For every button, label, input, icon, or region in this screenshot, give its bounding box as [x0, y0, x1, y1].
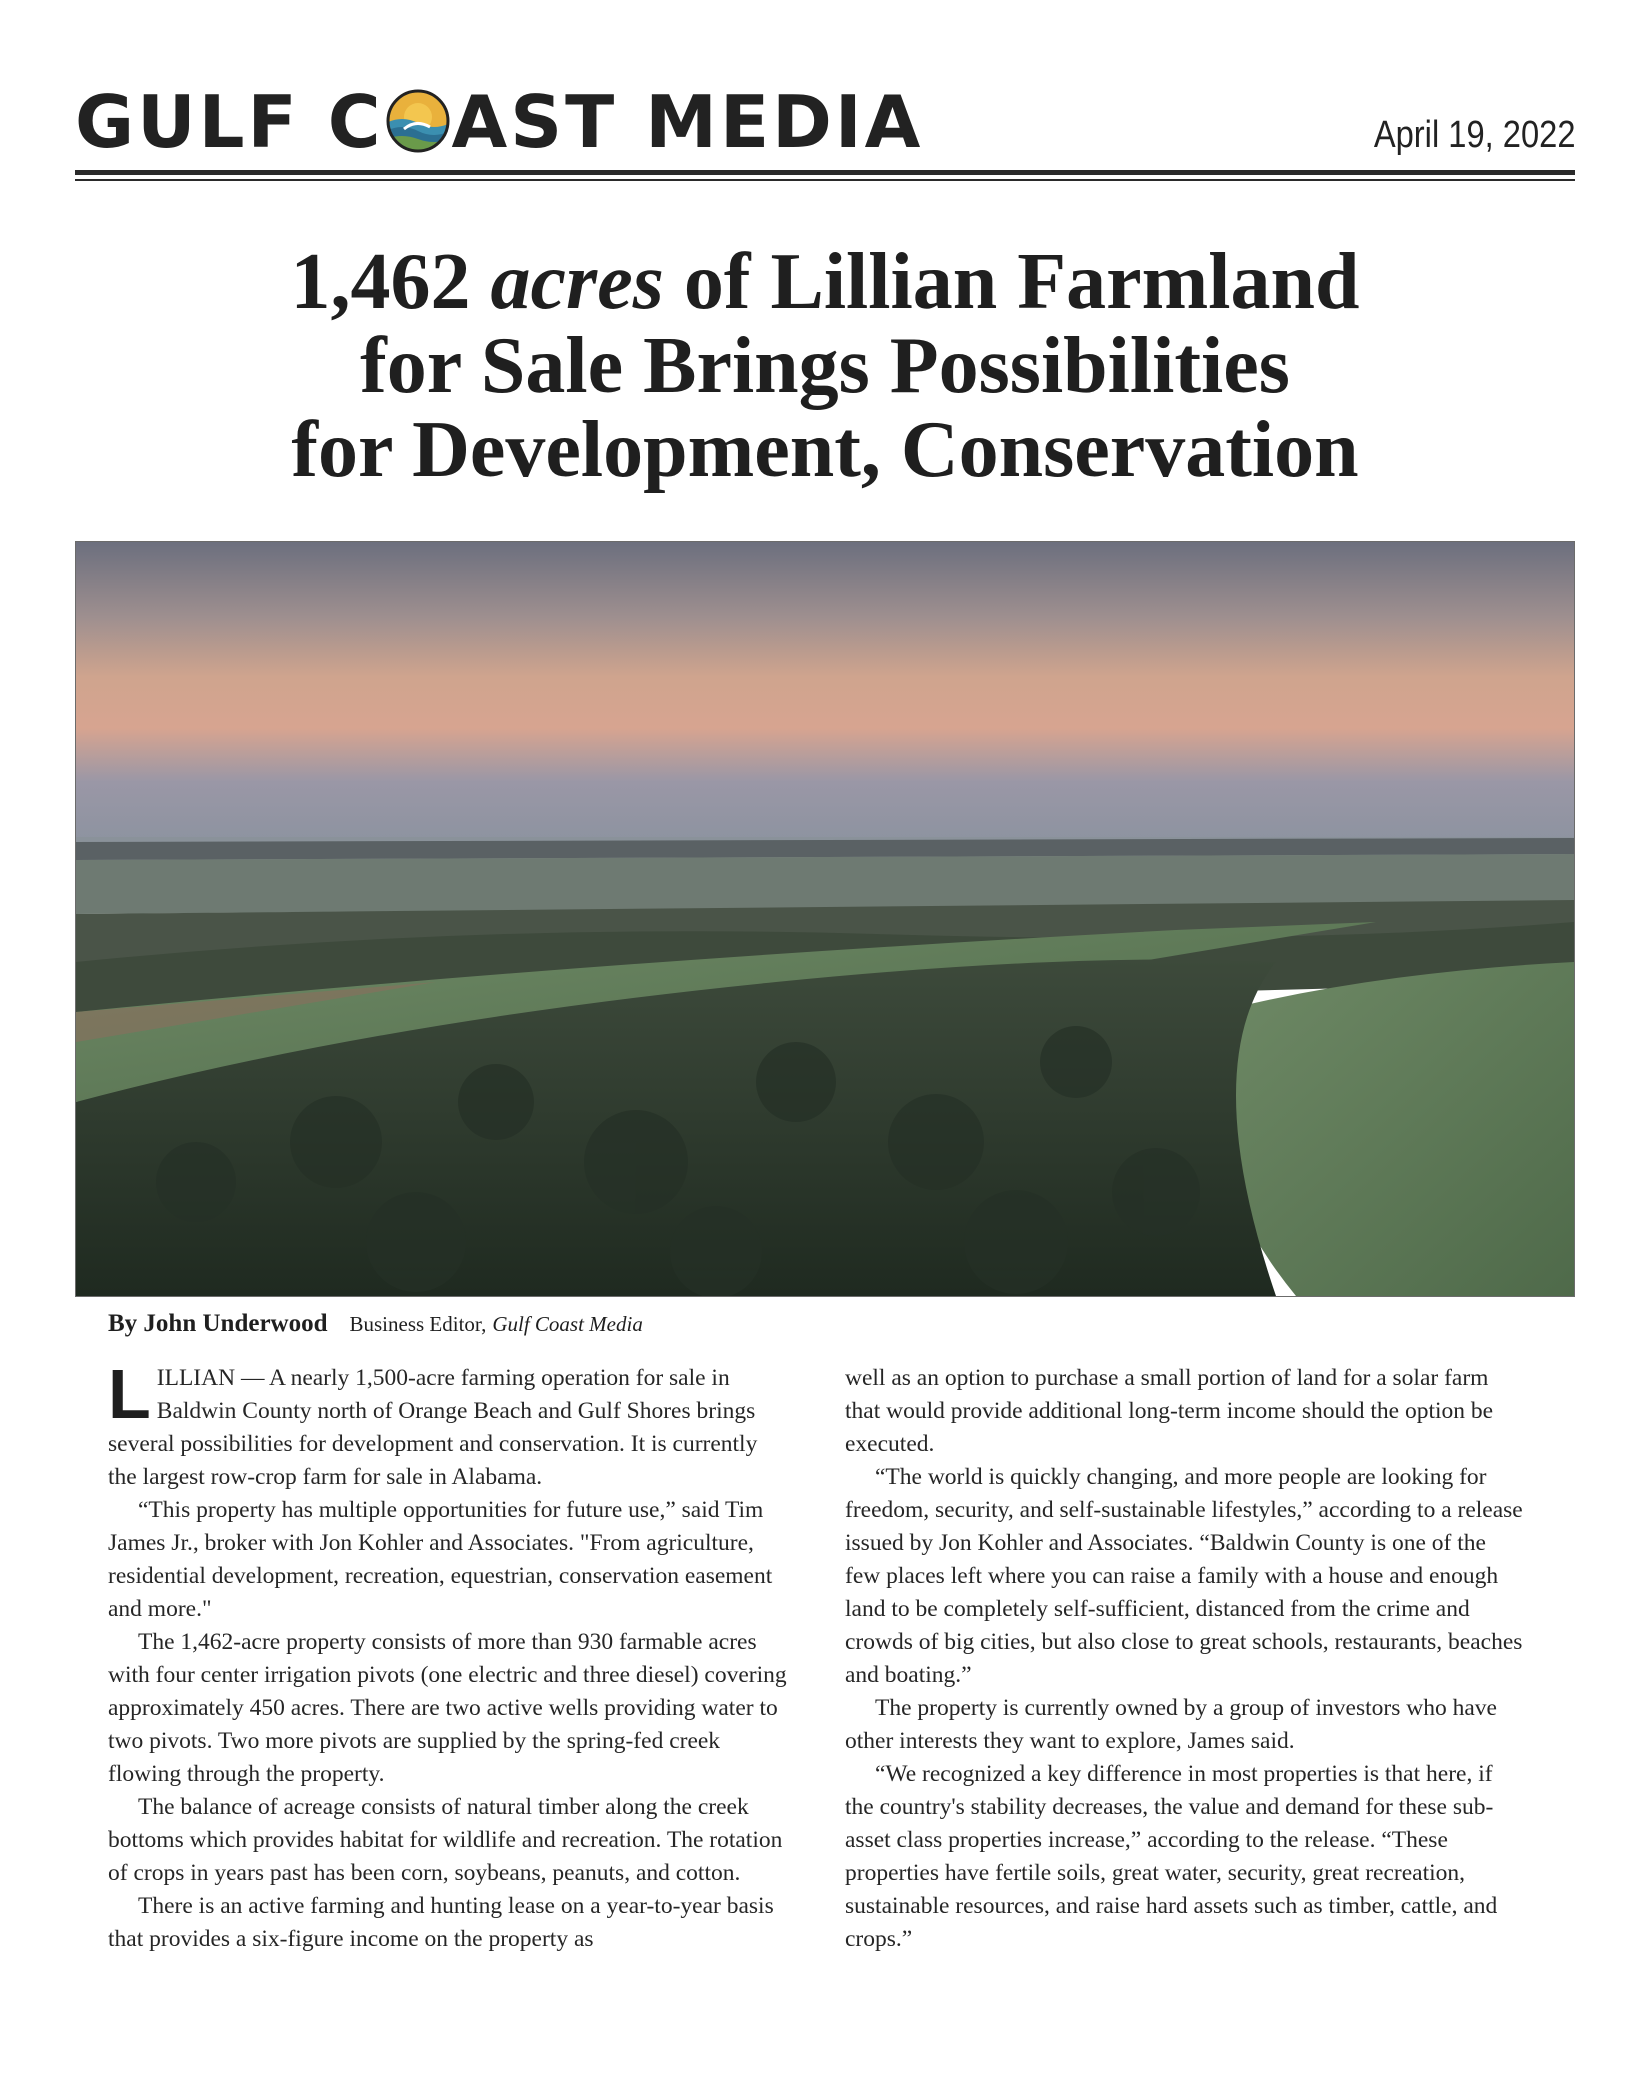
sun-over-waves-icon: [386, 86, 450, 150]
byline-role: Business Editor,: [349, 1312, 487, 1336]
headline-italic-word: acres: [490, 238, 664, 326]
article-paragraph: well as an option to purchase a small portion of land for a solar farm that would provide additional long-term income should the option be executed.: [845, 1365, 1494, 1457]
article-paragraph: [108, 1355, 788, 1494]
byline-publication: Gulf Coast Media: [492, 1312, 643, 1336]
drop-cap: L: [108, 1355, 151, 1433]
issue-date: April 19, 2022: [1373, 114, 1575, 156]
article-paragraph: “The world is quickly changing, and more people are looking for freedom, security, and self-sustainable lifestyles,” according to a release issued by Jon Kohler and Associates. “Baldwin County is one of the few places left where you can raise a family with a house and enough land to be completely self-sufficient, distanced from the crime and crowds of big cities, but also close to great schools, restaurants, beaches and boating.”: [845, 1464, 1523, 1688]
headline-line-1-rest: of Lillian Farmland: [683, 238, 1360, 326]
headline-line-2: for Sale Brings Possibilities: [360, 322, 1290, 410]
byline: [108, 1310, 643, 1338]
article-paragraph: The property is currently owned by a group of investors who have other interests they want to explore, James said.: [845, 1695, 1497, 1754]
article-paragraph: “We recognized a key difference in most properties is that here, if the country's stability decreases, the value and demand for these sub-asset class properties increase,” according to the release. “These properties have fertile soils, great water, security, great recreation, sustainable resources, and raise hard assets such as timber, cattle, and crops.”: [845, 1761, 1498, 1952]
article-column-right: [845, 1362, 1525, 1956]
article-column-left: [108, 1355, 788, 1956]
article-paragraph: “This property has multiple opportunities for future use,” said Tim James Jr., broker with Jon Kohler and Associates. "From agriculture, residential development, recreation, equestrian, conservation easement and more.": [108, 1497, 773, 1622]
paragraph-text: ILLIAN — A nearly 1,500-acre farming operation for sale in Baldwin County north of Orange Beach and Gulf Shores brings several possibilities for development and conservation. It is currently the largest row-crop farm for sale in Alabama.: [108, 1365, 758, 1490]
logo-text-end: AST MEDIA: [451, 80, 924, 164]
article-paragraph: The balance of acreage consists of natural timber along the creek bottoms which provides habitat for wildlife and recreation. The rotation of crops in years past has been corn, soybeans, peanuts, and cotton.: [108, 1794, 783, 1886]
article-paragraph: The 1,462-acre property consists of more than 930 farmable acres with four center irrigation pivots (one electric and three diesel) covering approximately 450 acres. There are two active wells providing water to two pivots. Two more pivots are supplied by the spring-fed creek flowing through the property.: [108, 1629, 787, 1787]
article-paragraph: There is an active farming and hunting lease on a year-to-year basis that provides a six-figure income on the property as: [108, 1893, 774, 1952]
logo-text-start: GULF C: [75, 80, 384, 164]
headline-number: 1,462: [290, 238, 471, 326]
byline-author: By John Underwood: [108, 1310, 328, 1337]
masthead-rule-thick: [75, 170, 1575, 175]
masthead: [75, 80, 1575, 170]
headline-line-1: [75, 240, 1575, 324]
masthead-rule-thin: [75, 179, 1575, 181]
lead-photo: [75, 541, 1575, 1297]
publication-logo: [75, 80, 923, 164]
article-headline: [75, 240, 1575, 492]
headline-line-3: for Development, Conservation: [291, 406, 1359, 494]
